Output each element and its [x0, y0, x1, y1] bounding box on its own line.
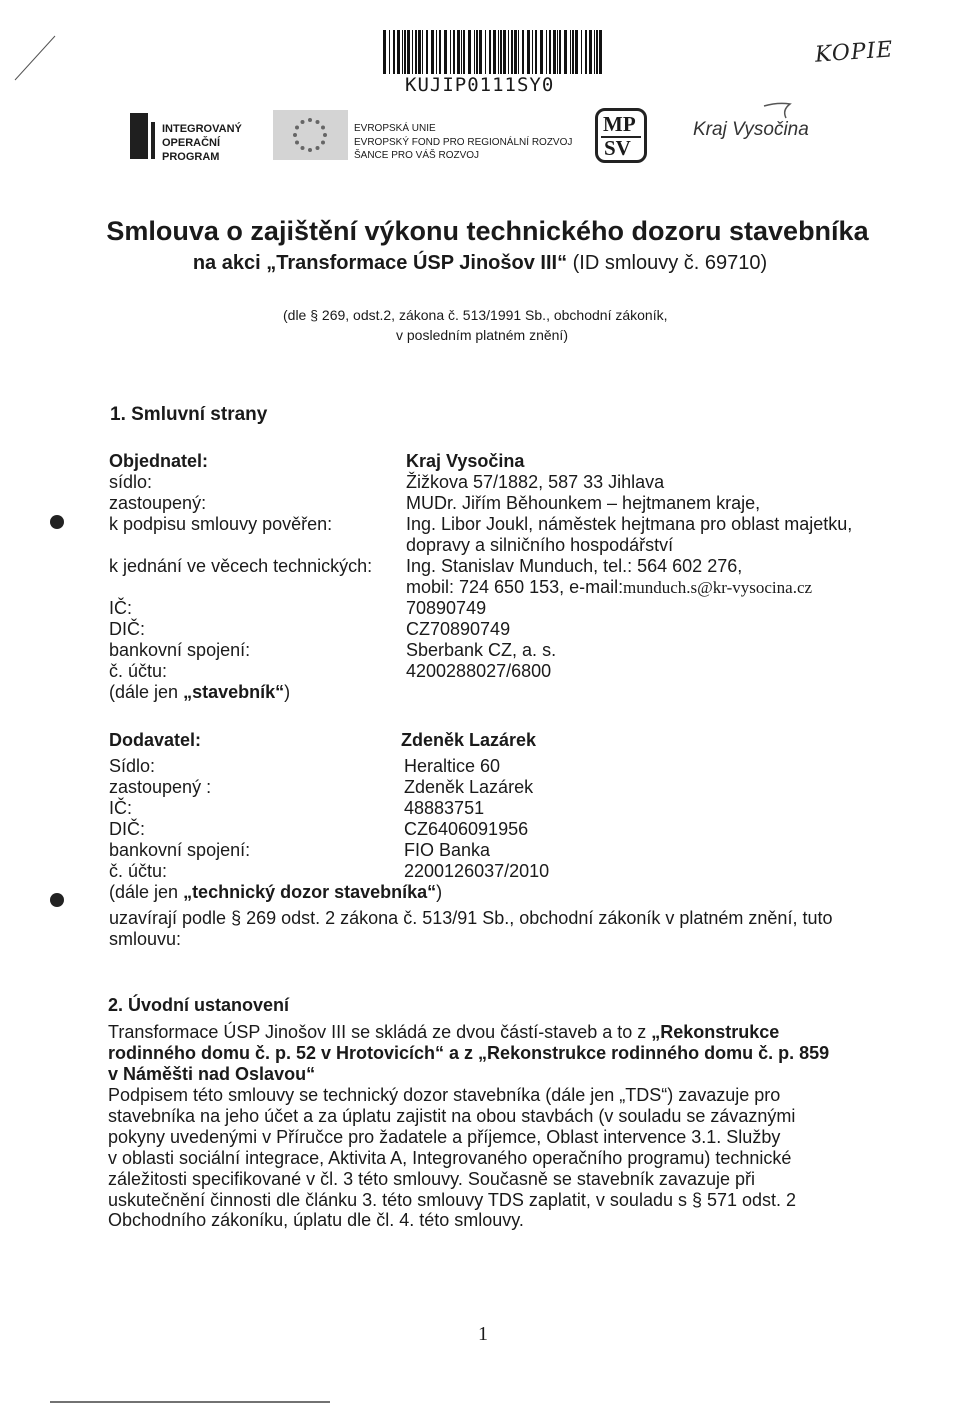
- barcode-bar: [589, 30, 592, 74]
- intro-text: Transformace ÚSP Jinošov III se skládá ze dvou částí-staveb a to z: [108, 1022, 652, 1042]
- barcode-bar: [404, 30, 406, 74]
- eu-star-icon: [321, 126, 325, 130]
- barcode-bar: [581, 30, 582, 74]
- party-row-value: CZ70890749: [406, 619, 511, 639]
- barcode-bar: [599, 30, 602, 74]
- party-row-label: k jednání ve věcech technických:: [109, 556, 373, 576]
- intro-bold: v Náměšti nad Oslavou“: [108, 1063, 316, 1084]
- party-row: [0, 861, 960, 883]
- iop-logo-bar-thin: [151, 122, 155, 159]
- eu-star-icon: [308, 148, 312, 152]
- pen-stroke-mark: [15, 36, 55, 80]
- objednatel-alias: [109, 682, 290, 703]
- barcode-bar: [508, 30, 509, 74]
- punch-hole-bottom: [50, 893, 64, 907]
- eu-flag: [273, 110, 348, 160]
- barcode-bar: [511, 30, 513, 74]
- subtitle-action: na akci „Transformace ÚSP Jinošov III“: [192, 252, 568, 274]
- barcode-bar: [393, 30, 395, 74]
- objednatel-name: Kraj Vysočina: [406, 451, 525, 471]
- eu-line: EVROPSKÁ UNIE: [354, 123, 436, 134]
- section-2-body: [108, 1085, 848, 1231]
- barcode-bar: [426, 30, 428, 74]
- eu-star-icon: [321, 141, 325, 145]
- legal-reference-line1: (dle § 269, odst.2, zákona č. 513/1991 Sb., obchodní zákoník,: [283, 307, 668, 323]
- barcode-bar: [540, 30, 543, 74]
- barcode-bar: [535, 30, 537, 74]
- intro-bold: rodinného domu č. p. 52 v Hrotovicích“ a z „Rekonstrukce rodinného domu č. p. 859: [108, 1042, 830, 1063]
- kraj-logo-swoosh-icon: [762, 100, 794, 120]
- party-row: [0, 514, 960, 536]
- dodavatel-header-row: [0, 730, 960, 752]
- barcode-bar: [463, 30, 465, 74]
- body-line: Podpisem této smlouvy se technický dozor stavebníka (dále jen „TDS“) zavazuje pro: [108, 1085, 781, 1105]
- barcode-bar: [479, 30, 482, 74]
- barcode-bar: [532, 30, 533, 74]
- alias-suffix: ): [436, 882, 443, 902]
- barcode-bar: [575, 30, 578, 74]
- party-row-value: Ing. Stanislav Munduch, tel.: 564 602 276,: [406, 556, 743, 576]
- eu-star-icon: [295, 141, 299, 145]
- barcode-bar: [389, 30, 390, 74]
- dodavatel-alias: [109, 882, 442, 903]
- iop-line: INTEGROVANÝ: [162, 123, 242, 135]
- party-row: [0, 819, 960, 841]
- body-line: stavebníka na jeho účet a za úplatu zajistit na obou stavbách (v souladu se závaznými: [108, 1105, 796, 1126]
- document-title: Smlouva o zajištění výkonu technického dozoru stavebníka: [106, 216, 869, 246]
- party-row-value: mobil: 724 650 153, e-mail:: [406, 577, 624, 597]
- party-row: [0, 798, 960, 820]
- section-1-heading: 1. Smluvní strany: [110, 404, 268, 425]
- party-row-label: zastoupený:: [109, 493, 207, 513]
- eu-line: EVROPSKÝ FOND PRO REGIONÁLNÍ ROZVOJ: [354, 136, 573, 148]
- iop-logo: [130, 113, 250, 163]
- document-subtitle: [0, 252, 960, 275]
- barcode-bar: [585, 30, 587, 74]
- party-row-value: CZ6406091956: [404, 819, 529, 839]
- barcode-bar: [431, 30, 434, 74]
- closing-statement-line2: smlouvu:: [109, 929, 182, 949]
- party-row-value: 48883751: [404, 798, 485, 818]
- eu-star-icon: [316, 146, 320, 150]
- objednatel-header-row: [0, 451, 960, 473]
- party-row-value: Zdeněk Lazárek: [404, 777, 534, 797]
- barcode-bar: [498, 30, 499, 74]
- closing-statement-line1: uzavírají podle § 269 odst. 2 zákona č. 513/91 Sb., obchodní zákoník v platném znění, tuto: [109, 908, 833, 928]
- barcode-bar: [596, 30, 598, 74]
- dodavatel-name: Zdeněk Lazárek: [401, 730, 537, 750]
- party-row-value: Ing. Libor Joukl, náměstek hejtmana pro oblast majetku,: [406, 514, 853, 534]
- party-row-label: IČ:: [109, 798, 133, 818]
- barcode: [383, 30, 605, 76]
- barcode-bar: [402, 30, 403, 74]
- eu-star-icon: [293, 133, 297, 137]
- email-address[interactable]: munduch.s@kr-vysocina.cz: [623, 578, 813, 597]
- party-row-value: 70890749: [406, 598, 487, 618]
- barcode-bar: [557, 30, 558, 74]
- party-row: [0, 640, 960, 662]
- barcode-bar: [418, 30, 421, 74]
- party-row-label: k podpisu smlouvy pověřen:: [109, 514, 333, 534]
- party-row: [0, 756, 960, 778]
- eu-star-icon: [323, 133, 327, 137]
- barcode-bar: [422, 30, 423, 74]
- barcode-bar: [485, 30, 486, 74]
- party-row-label: DIČ:: [109, 819, 145, 839]
- barcode-bar: [457, 30, 460, 74]
- barcode-bar: [522, 30, 524, 74]
- body-line: pokyny uvedenými v Příručce pro žadatele a příjemce, Oblast intervence 3.1. Služby: [108, 1126, 781, 1147]
- barcode-bar: [468, 30, 471, 74]
- barcode-bar: [383, 30, 386, 74]
- objednatel-label: Objednatel:: [109, 451, 209, 471]
- party-row-label: sídlo:: [109, 472, 153, 492]
- barcode-bar: [503, 30, 506, 74]
- party-row: [0, 598, 960, 620]
- barcode-bar: [436, 30, 437, 74]
- barcode-bar: [450, 30, 451, 74]
- party-row-value: Sberbank CZ, a. s.: [406, 640, 557, 660]
- party-row: [0, 661, 960, 683]
- body-line: Obchodního zákoníku, úplatu dle čl. 4. této smlouvy.: [108, 1210, 524, 1231]
- party-row-label: č. účtu:: [109, 861, 168, 881]
- barcode-bar: [489, 30, 491, 74]
- barcode-bar: [397, 30, 400, 74]
- alias-tds: „technický dozor stavebníka“: [183, 882, 437, 902]
- party-row-label: Sídlo:: [109, 756, 156, 776]
- party-row-label: bankovní spojení:: [109, 640, 251, 660]
- section-2-intro: [108, 1022, 848, 1085]
- iop-line: PROGRAM: [162, 151, 220, 163]
- barcode-bar: [549, 30, 551, 74]
- party-row-value: Heraltice 60: [404, 756, 501, 776]
- party-row: [0, 777, 960, 799]
- eu-star-icon: [308, 118, 312, 122]
- kraj-vysocina-logo: Kraj Vysočina: [693, 119, 809, 140]
- alias-prefix: (dále jen: [109, 682, 184, 702]
- barcode-bar: [527, 30, 530, 74]
- intro-bold: „Rekonstrukce: [651, 1022, 780, 1042]
- party-row-value: 2200126037/2010: [404, 861, 550, 881]
- legal-reference-line2: v posledním platném znění): [396, 327, 568, 343]
- page-number: 1: [478, 1323, 488, 1345]
- party-row: [0, 472, 960, 494]
- party-row-value: MUDr. Jiřím Běhounkem – hejtmanem kraje,: [406, 493, 761, 513]
- barcode-id: KUJIP0111SY0: [405, 74, 555, 96]
- kopie-stamp: KOPIE: [814, 37, 895, 68]
- party-row-label: zastoupený :: [109, 777, 212, 797]
- eu-star-icon: [301, 146, 305, 150]
- iop-logo-bar: [130, 113, 148, 159]
- barcode-bar: [546, 30, 547, 74]
- barcode-bar: [572, 30, 574, 74]
- barcode-bar: [514, 30, 517, 74]
- alias-stavebnik: „stavebník“: [183, 682, 285, 702]
- party-row: [0, 577, 960, 599]
- body-line: v oblasti sociální integrace, Aktivita A, Integrovaného operačního programu) technické: [108, 1147, 792, 1168]
- alias-prefix: (dále jen: [109, 882, 184, 902]
- section-2-heading: 2. Úvodní ustanovení: [108, 995, 290, 1015]
- barcode-bar: [439, 30, 441, 74]
- iop-line: OPERAČNÍ: [162, 137, 221, 149]
- barcode-bar: [518, 30, 519, 74]
- barcode-bar: [461, 30, 462, 74]
- mpsv-line: MP: [603, 112, 636, 136]
- barcode-bar: [444, 30, 447, 74]
- barcode-bar: [500, 30, 502, 74]
- party-row-value: Žižkova 57/1882, 587 33 Jihlava: [406, 472, 665, 492]
- party-row-value: FIO Banka: [404, 840, 491, 860]
- barcode-bar: [407, 30, 410, 74]
- dodavatel-label: Dodavatel:: [109, 730, 202, 750]
- party-row-value: 4200288027/6800: [406, 661, 552, 681]
- alias-suffix: ): [284, 682, 291, 702]
- barcode-bar: [570, 30, 571, 74]
- party-row: [0, 619, 960, 641]
- barcode-bar: [476, 30, 478, 74]
- barcode-bar: [412, 30, 413, 74]
- party-row: [0, 840, 960, 862]
- mpsv-line: SV: [604, 136, 631, 160]
- party-row-label: bankovní spojení:: [109, 840, 251, 860]
- barcode-bar: [493, 30, 496, 74]
- body-line: záležitosti specifikované v čl. 3 této smlouvy. Současně se stavebník zavazuje při: [108, 1168, 755, 1189]
- barcode-bar: [559, 30, 561, 74]
- party-row-value: dopravy a silničního hospodářství: [406, 535, 674, 555]
- barcode-bar: [594, 30, 595, 74]
- subtitle-contract-id: (ID smlouvy č. 69710): [567, 252, 768, 274]
- eu-star-icon: [301, 120, 305, 124]
- section-heading: [110, 404, 267, 426]
- barcode-bar: [453, 30, 455, 74]
- barcode-bar: [415, 30, 417, 74]
- party-row: [0, 556, 960, 578]
- mpsv-logo: [595, 108, 647, 163]
- party-row-label: IČ:: [109, 598, 133, 618]
- eu-text: [354, 122, 572, 163]
- party-row: [0, 493, 960, 515]
- party-row: [0, 535, 960, 557]
- barcode-bar: [474, 30, 475, 74]
- body-line: uskutečnění činnosti dle článku 3. této smlouvy TDS zaplatit, v souladu s § 571 odst. 2: [108, 1189, 797, 1210]
- eu-star-icon: [316, 120, 320, 124]
- party-row-label: č. účtu:: [109, 661, 168, 681]
- barcode-bar: [564, 30, 567, 74]
- party-row-label: DIČ:: [109, 619, 145, 639]
- eu-star-icon: [295, 126, 299, 130]
- eu-line: ŠANCE PRO VÁŠ ROZVOJ: [354, 150, 480, 161]
- barcode-bar: [553, 30, 556, 74]
